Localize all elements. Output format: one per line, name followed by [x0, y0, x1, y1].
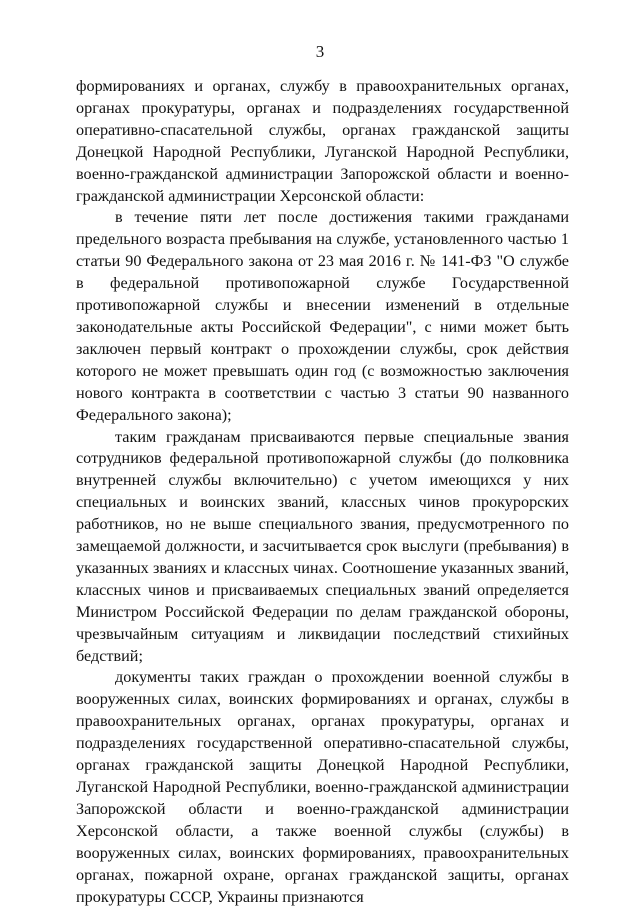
- paragraph-service-documents: документы таких граждан о прохождении военной службы в вооруженных силах, воинских формированиях и органах, службы в правоохранительных органах, органах прокуратуры, органах и подразделениях государственной оперативно-спасательной службы, органах гражданской защиты Донецкой Народной Республики, Луганской Народной Республики, военно-гражданской администрации Запорожской области и военно-гражданской администрации Херсонской области, а также военной службы (службы) в вооруженных силах, воинских формированиях, правоохранительных органах, пожарной охране, органах гражданской защиты, органах прокуратуры СССР, Украины признаются: [76, 668, 569, 906]
- document-body: [76, 76, 569, 908]
- paragraph-contract-term: в течение пяти лет после достижения такими гражданами предельного возраста пребывания на службе, установленного частью 1 статьи 90 Федерального закона от 23 мая 2016 г. № 141-ФЗ "О службе в федеральной противопожарной службе Государственной противопожарной службы и внесении изменений в отдельные законодательные акты Российской Федерации", с ними может быть заключен первый контракт о прохождении службы, срок действия которого не может превышать один год (с возможностью заключения нового контракта в соответствии с частью 3 статьи 90 названного Федерального закона);: [76, 208, 569, 424]
- paragraph-continuation: формированиях и органах, службу в правоохранительных органах, органах прокуратуры, органах и подразделениях государственной оперативно-спасательной службы, органах гражданской защиты Донецкой Народной Республики, Луганской Народной Республики, военно-гражданской администрации Запорожской области и военно-гражданской администрации Херсонской области:: [76, 77, 569, 205]
- paragraph-special-ranks: таким гражданам присваиваются первые специальные звания сотрудников федеральной противопожарной службы (до полковника внутренней службы включительно) с учетом имеющихся у них специальных и воинских званий, классных чинов прокурорских работников, но не выше специального звания, предусмотренного по замещаемой должности, и засчитывается срок выслуги (пребывания) в указанных званиях и классных чинах. Соотношение указанных званий, классных чинов и присваиваемых специальных званий определяется Министром Российской Федерации по делам гражданской обороны, чрезвычайным ситуациям и ликвидации последствий стихийных бедствий;: [76, 427, 569, 665]
- page-number: 3: [315, 42, 325, 61]
